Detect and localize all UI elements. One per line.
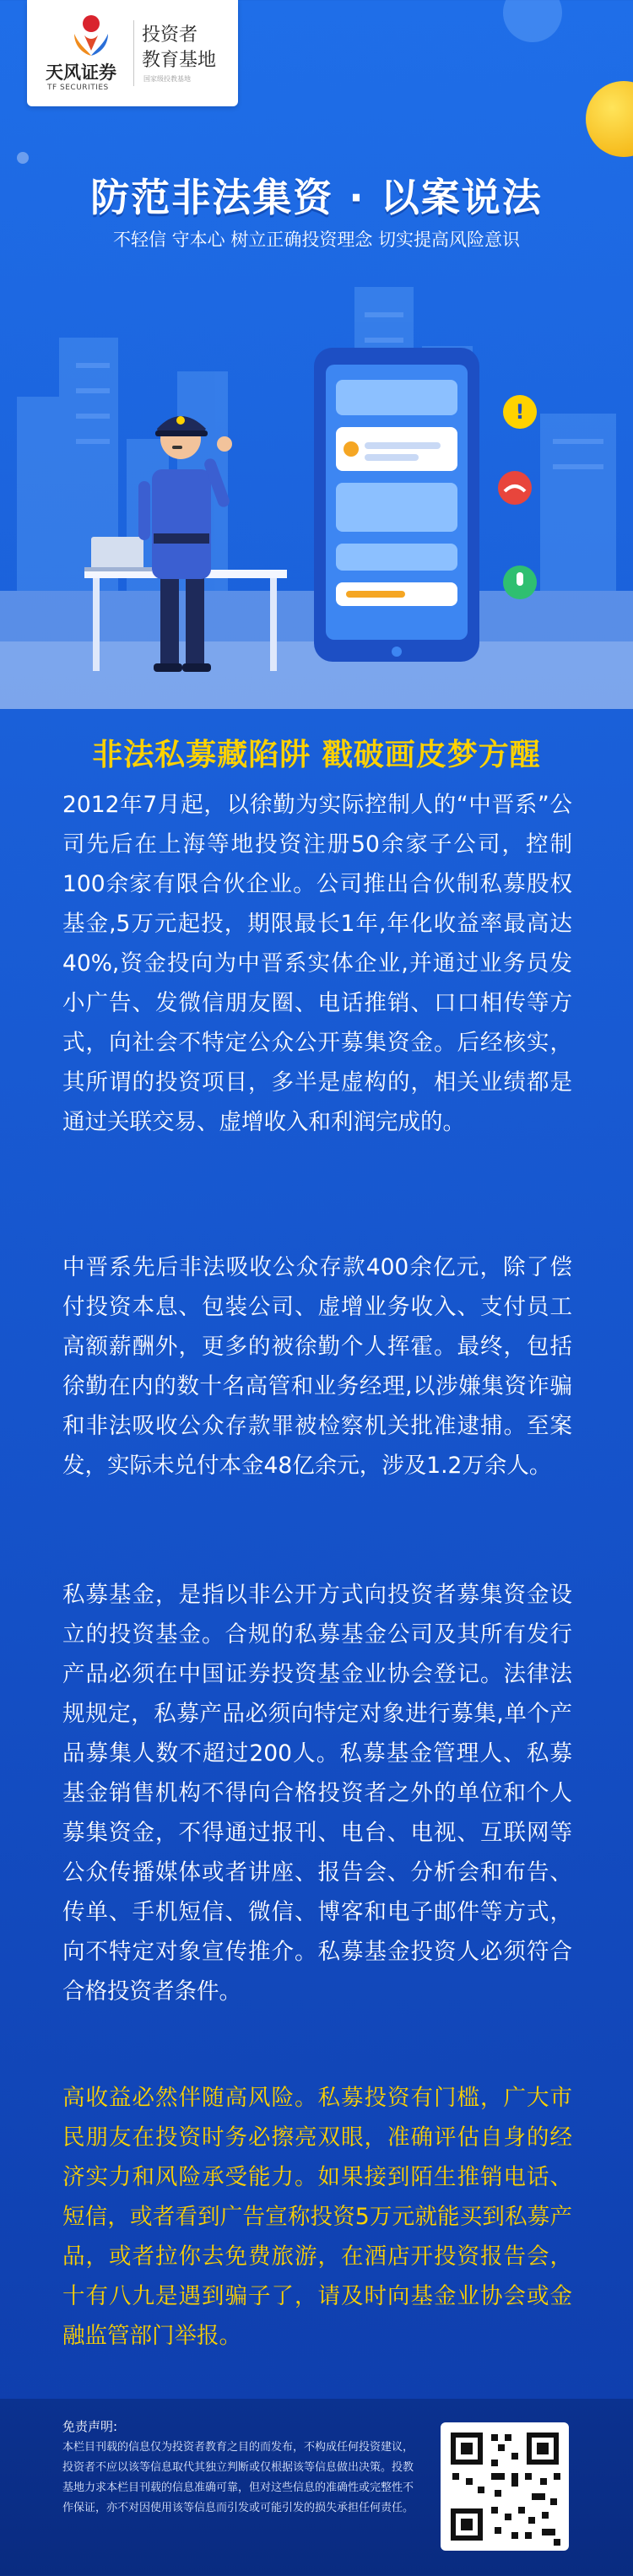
- brand-tagline: 国家级投教基地: [143, 75, 191, 83]
- page-title: 防范非法集资 · 以案说法: [90, 175, 543, 220]
- brand-name-en: TF SECURITIES: [47, 84, 109, 92]
- brand-subtitle-line2: 教育基地: [142, 50, 217, 71]
- section-title: 非法私募藏陷阱 戳破画皮梦方醒: [92, 738, 541, 772]
- qr-code: [441, 2422, 569, 2551]
- explanation-paragraph: 私募基金，是指以非公开方式向投资者募集资金设立的投资基金。合规的私募基金公司及其所有发行产品必须在中国证券投资基金业协会登记。法律法规规定，私募产品必须向特定对象进行募集,单个产品募集人数不超过200人。私募基金管理人、私募基金销售机构不得向合格投资者之外的单位和个人募集资金，不得通过报刊、电台、电视、互联网等公众传播媒体或者讲座、报告会、分析会和布告、传单、手机短信、微信、博客和电子邮件等方式，向不特定对象宣传推介。私募基金投资人必须符合合格投资者条件。: [62, 1582, 572, 2005]
- disclaimer-text: 本栏目刊载的信息仅为投资者教育之目的而发布，不构成任何投资建议，投资者不应以该等信息取代其独立判断或仅根据该等信息做出决策。投教基地力求本栏目刊载的信息准确可靠，但对这些信息的准确性或完整性不作保证，亦不对因使用该等信息而引发或可能引发的损失承担任何责任。: [62, 2441, 414, 2514]
- page-subtitle: 不轻信 守本心 树立正确投资理念 切实提高风险意识: [112, 230, 521, 250]
- brand-subtitle-line1: 投资者: [142, 24, 198, 46]
- warning-paragraph: 高收益必然伴随高风险。私募投资有门槛，广大市民朋友在投资时务必擦亮双眼，准确评估自身的经济实力和风险承受能力。如果接到陌生推销电话、短信，或者看到广告宣称投资5万元就能买到私募产品，或者拉你去免费旅游，在酒店开投资报告会，十有八九是遇到骗子了，请及时向基金业协会或金融监管部门举报。: [62, 2085, 572, 2349]
- hero-illustration: [0, 270, 633, 709]
- decor-bubble: [503, 0, 562, 42]
- svg-text:!: !: [515, 400, 525, 424]
- case-paragraph: 中晋系先后非法吸收公众存款400余亿元，除了偿付投资本息、包装公司、虚增业务收入、支付员工高额薪酬外，更多的被徐勤个人挥霍。最终，包括徐勤在内的数十名高管和业务经理,以涉嫌集资诈骗和非法吸收公众存款罪被检察机关批准逮捕。至案发，实际未兑付本金48亿余元，涉及1.2万余人。: [62, 1254, 572, 1479]
- footer: [0, 2399, 633, 2576]
- qr-code-icon: [441, 2422, 569, 2551]
- brand-logo: [27, 0, 238, 106]
- decor-bubble: [17, 152, 29, 164]
- logo-divider: [133, 20, 134, 86]
- brand-name: 天风证券: [46, 62, 116, 83]
- tf-logo-icon: [68, 12, 115, 59]
- decor-bubble: [586, 81, 633, 157]
- phone-illustration: [314, 348, 479, 662]
- case-paragraph: 2012年7月起，以徐勤为实际控制人的“中晋系”公司先后在上海等地投资注册50余家子公司，控制100余家有限合伙企业。公司推出合伙制私募股权基金,5万元起投，期限最长1年,年化收益率最高达40%,资金投向为中晋系实体企业,并通过业务员发小广告、发微信朋友圈、电话推销、口口相传等方式，向社会不特定公众公开募集资金。后经核实，其所谓的投资项目，多半是虚构的，相关业绩都是通过关联交易、虚增收入和利润完成的。: [62, 792, 572, 1135]
- disclaimer-title: 免责声明:: [62, 2419, 118, 2434]
